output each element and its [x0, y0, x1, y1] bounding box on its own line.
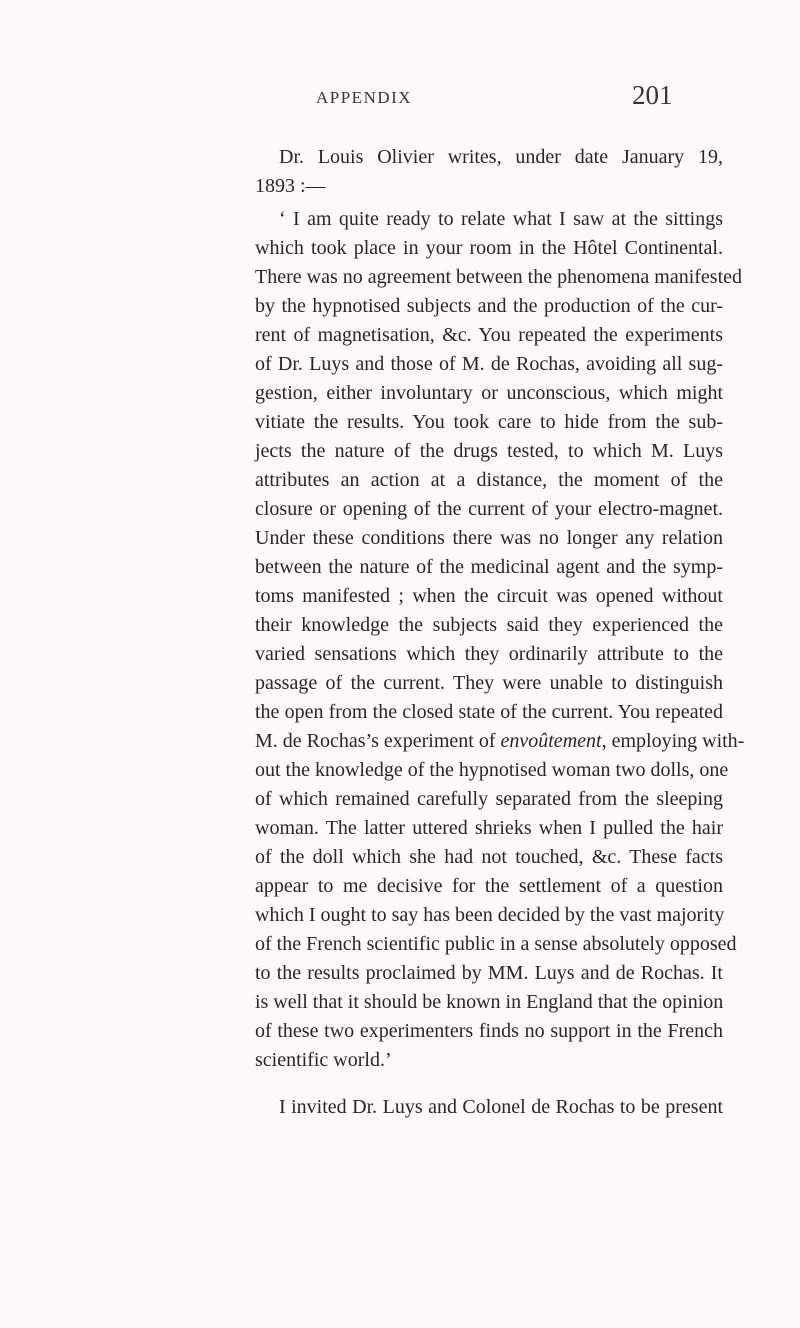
text-line: of the French scientific public in a sense absolutely opposed: [255, 933, 737, 955]
text-line: out the knowledge of the hypnotised woman two dolls, one: [255, 759, 729, 781]
text-line: Under these conditions there was no longer any relation: [255, 527, 723, 549]
text-line: closure or opening of the current of your electro-magnet.: [255, 498, 723, 520]
text-line: which I ought to say has been decided by the vast majority: [255, 904, 725, 926]
text-line: of the doll which she had not touched, &c. These facts: [255, 846, 723, 868]
paragraph-olivier-intro: [255, 143, 723, 201]
text-line: between the nature of the medicinal agent and the symp-: [255, 556, 723, 578]
text-line: vitiate the results. You took care to hide from the sub-: [255, 411, 723, 433]
paragraph-invitation: [255, 1093, 723, 1122]
text-line: scientific world.’: [255, 1049, 392, 1071]
text-line: appear to me decisive for the settlement of a question: [255, 875, 723, 897]
text-line: Dr. Louis Olivier writes, under date January 19,: [279, 146, 723, 168]
text-line: jects the nature of the drugs tested, to which M. Luys: [255, 440, 723, 462]
text-line: to the results proclaimed by MM. Luys and de Rochas. It: [255, 962, 723, 984]
text-line: attributes an action at a distance, the moment of the: [255, 469, 723, 491]
text-line: which took place in your room in the Hôtel Continental.: [255, 237, 723, 259]
text-line: the open from the closed state of the current. You repeated: [255, 701, 723, 723]
text-run: , employing with-: [601, 730, 745, 752]
text-line: rent of magnetisation, &c. You repeated the experiments: [255, 324, 723, 346]
text-line: by the hypnotised subjects and the production of the cur-: [255, 295, 723, 317]
text-line: ‘ I am quite ready to relate what I saw at the sittings: [279, 208, 723, 230]
text-line: their knowledge the subjects said they experienced the: [255, 614, 723, 636]
text-line: of Dr. Luys and those of M. de Rochas, avoiding all sug-: [255, 353, 723, 375]
text-line: gestion, either involuntary or unconscious, which might: [255, 382, 723, 404]
text-line: I invited Dr. Luys and Colonel de Rochas to be present: [279, 1096, 723, 1118]
text-line: is well that it should be known in England that the opinion: [255, 991, 724, 1013]
paragraph-olivier-letter: [255, 205, 745, 1075]
text-line: 1893 :—: [255, 175, 326, 197]
running-head: APPENDIX: [316, 88, 413, 107]
text-line: toms manifested ; when the circuit was opened without: [255, 585, 723, 607]
paragraph-gap: [255, 1079, 723, 1093]
page-number: 201: [632, 80, 673, 110]
text-line: There was no agreement between the phenomena manifested: [255, 266, 743, 288]
text-line: woman. The latter uttered shrieks when I pulled the hair: [255, 817, 723, 839]
text-line: [255, 727, 745, 756]
text-run: M. de Rochas’s experiment of: [255, 730, 501, 752]
body-text: [255, 143, 745, 1126]
italic-term: envoûtement: [500, 730, 602, 752]
text-line: of which remained carefully separated from the sleeping: [255, 788, 723, 810]
text-line: passage of the current. They were unable to distinguish: [255, 672, 723, 694]
text-line: varied sensations which they ordinarily attribute to the: [255, 643, 723, 665]
text-line: of these two experimenters finds no support in the French: [255, 1020, 723, 1042]
